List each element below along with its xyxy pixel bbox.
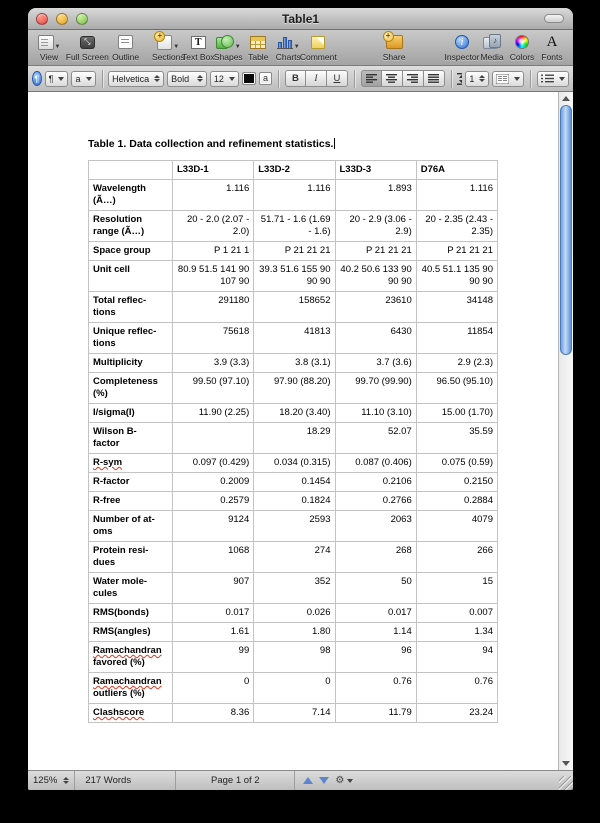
- table-cell[interactable]: 97.90 (88.20): [254, 373, 335, 404]
- table-cell[interactable]: 80.9 51.5 141 90 107 90: [173, 261, 254, 292]
- divider: [102, 70, 103, 88]
- toolbar-item-label: Full Screen: [65, 52, 109, 62]
- document-area: [28, 92, 573, 770]
- table-row: [89, 604, 498, 623]
- view-icon: [38, 35, 54, 50]
- text-cursor: [334, 138, 335, 149]
- table-cell[interactable]: 4079: [416, 511, 497, 542]
- table-cell[interactable]: 0.76: [416, 673, 497, 704]
- table-cell[interactable]: 9124: [173, 511, 254, 542]
- row-label[interactable]: [89, 454, 173, 473]
- row-label-line: tions: [93, 338, 116, 349]
- charts-icon: [277, 35, 293, 49]
- table-cell[interactable]: 8.36: [173, 704, 254, 723]
- table-cell[interactable]: 75618: [173, 323, 254, 354]
- word-count: 217 Words: [85, 775, 132, 786]
- table-cell[interactable]: 0.034 (0.315): [254, 454, 335, 473]
- table-icon: [250, 36, 266, 49]
- row-label[interactable]: [89, 542, 173, 573]
- table-cell[interactable]: 23610: [335, 292, 416, 323]
- table-cell[interactable]: 3.7 (3.6): [335, 354, 416, 373]
- toolbar-item-text-box[interactable]: [183, 32, 213, 62]
- table-row: [89, 261, 498, 292]
- row-label-line: tions: [93, 307, 116, 318]
- row-label[interactable]: [89, 573, 173, 604]
- line-spacing-select[interactable]: [465, 71, 489, 87]
- table-cell[interactable]: 158652: [254, 292, 335, 323]
- columns-dropdown[interactable]: [492, 71, 524, 87]
- row-label-line: Unit cell: [93, 264, 130, 275]
- row-label-line: Wilson B-: [93, 426, 137, 437]
- row-label-line: I/sigma(I): [93, 407, 135, 418]
- table-cell[interactable]: 1.80: [254, 623, 335, 642]
- toolbar-toggle-pill[interactable]: [544, 14, 564, 23]
- table-cell[interactable]: 0.026: [254, 604, 335, 623]
- text-style-buttons: [285, 70, 348, 87]
- align-center-button[interactable]: [382, 70, 403, 87]
- app-window: [28, 8, 573, 790]
- row-label-line: Number of at-: [93, 514, 155, 525]
- line-spacing-value: 1: [469, 73, 475, 84]
- table-cell[interactable]: 0.075 (0.59): [416, 454, 497, 473]
- row-label-line: Ramachandran: [93, 676, 162, 687]
- table-cell[interactable]: 15: [416, 573, 497, 604]
- row-label-line: Space group: [93, 245, 151, 256]
- chevron-down-icon: ▼: [54, 44, 61, 50]
- table-cell[interactable]: 0.097 (0.429): [173, 454, 254, 473]
- toolbar-item-label: Text Box: [181, 52, 215, 62]
- chevron-down-icon: [514, 77, 520, 81]
- table-cell[interactable]: 1.14: [335, 623, 416, 642]
- table-row: [89, 180, 498, 211]
- toolbar-item-label: Table: [248, 52, 269, 62]
- table-row: [89, 511, 498, 542]
- title-bar: [28, 8, 573, 30]
- align-right-icon: [407, 74, 418, 83]
- align-center-icon: [386, 74, 397, 83]
- fullscreen-icon: [80, 36, 95, 49]
- table-row: [89, 211, 498, 242]
- row-label[interactable]: [89, 492, 173, 511]
- table-row: [89, 292, 498, 323]
- table-cell[interactable]: 96: [335, 642, 416, 673]
- fonts-icon: [545, 34, 559, 50]
- row-label[interactable]: [89, 642, 173, 673]
- underline-button[interactable]: U: [327, 70, 348, 87]
- row-label-line: Multiplicity: [93, 357, 143, 368]
- table-cell[interactable]: 0.1824: [254, 492, 335, 511]
- media-icon: [483, 35, 501, 49]
- italic-button[interactable]: I: [306, 70, 327, 87]
- line-spacing-icon: [457, 73, 462, 85]
- stepper-icon: [479, 75, 485, 82]
- row-label[interactable]: [89, 373, 173, 404]
- stepper-icon: [63, 777, 69, 784]
- row-label[interactable]: [89, 323, 173, 354]
- table-cell[interactable]: 52.07: [335, 423, 416, 454]
- stepper-icon: [154, 75, 160, 82]
- row-label-line: RMS(angles): [93, 626, 151, 637]
- table-cell[interactable]: 98: [254, 642, 335, 673]
- align-right-button[interactable]: [403, 70, 424, 87]
- row-label-line: cules: [93, 588, 118, 599]
- table-cell[interactable]: 51.71 - 1.6 (1.69 - 1.6): [254, 211, 335, 242]
- row-label-line: Clashscore: [93, 707, 145, 718]
- table-cell[interactable]: 20 - 2.9 (3.06 - 2.9): [335, 211, 416, 242]
- table-cell[interactable]: 0.017: [173, 604, 254, 623]
- table-cell[interactable]: 0: [173, 673, 254, 704]
- row-label-line: Completeness: [93, 376, 158, 387]
- table-cell[interactable]: 352: [254, 573, 335, 604]
- scroll-down-button[interactable]: [559, 757, 573, 770]
- table-row: [89, 704, 498, 723]
- table-cell[interactable]: 50: [335, 573, 416, 604]
- text-color-well[interactable]: [242, 72, 256, 85]
- table-cell[interactable]: 18.29: [254, 423, 335, 454]
- columns-icon: [496, 74, 509, 84]
- table-cell[interactable]: 15.00 (1.70): [416, 404, 497, 423]
- toolbar-item-label: Fonts: [541, 52, 563, 62]
- table-cell[interactable]: 40.2 50.6 133 90 90 90: [335, 261, 416, 292]
- table-cell[interactable]: 1.116: [254, 180, 335, 211]
- row-label-line: (%): [93, 388, 108, 399]
- paragraph-style-icon[interactable]: ¶: [32, 71, 42, 86]
- table-cell[interactable]: 0.2579: [173, 492, 254, 511]
- table-cell[interactable]: 907: [173, 573, 254, 604]
- row-label[interactable]: [89, 242, 173, 261]
- alignment-buttons: [361, 70, 445, 87]
- row-label[interactable]: [89, 404, 173, 423]
- bold-button[interactable]: B: [285, 70, 306, 87]
- row-label-line: Unique reflec-: [93, 326, 157, 337]
- previous-page-button[interactable]: [303, 777, 313, 784]
- table-cell[interactable]: [173, 423, 254, 454]
- table-cell[interactable]: 11.90 (2.25): [173, 404, 254, 423]
- row-label-line: dues: [93, 557, 116, 568]
- table-row: [89, 354, 498, 373]
- shapes-icon: [216, 35, 234, 50]
- align-justify-button[interactable]: [424, 70, 445, 87]
- toolbar-item-sections[interactable]: [153, 32, 183, 62]
- next-page-button[interactable]: [319, 777, 329, 784]
- table-cell[interactable]: 11.10 (3.10): [335, 404, 416, 423]
- table-cell[interactable]: 291180: [173, 292, 254, 323]
- table-cell[interactable]: 11.79: [335, 704, 416, 723]
- stepper-icon: [197, 75, 203, 82]
- scroll-up-button[interactable]: [559, 92, 573, 105]
- table-cell[interactable]: P 21 21 21: [416, 242, 497, 261]
- column-header[interactable]: D76A: [416, 161, 497, 180]
- align-left-icon: [366, 74, 377, 83]
- table-cell[interactable]: P 21 21 21: [335, 242, 416, 261]
- row-label[interactable]: [89, 423, 173, 454]
- table-cell[interactable]: 0: [254, 673, 335, 704]
- page-indicator: Page 1 of 2: [211, 775, 260, 786]
- table-cell[interactable]: 1.34: [416, 623, 497, 642]
- table-cell[interactable]: 1.116: [173, 180, 254, 211]
- row-label-line: factor: [93, 438, 120, 449]
- row-label-line: outliers (%): [93, 688, 145, 699]
- table-row: [89, 242, 498, 261]
- list-style-dropdown[interactable]: [537, 71, 569, 87]
- column-header[interactable]: L33D-1: [173, 161, 254, 180]
- row-label-line: range (Ã…): [93, 226, 145, 237]
- inspector-icon: [455, 35, 469, 49]
- table-row: [89, 323, 498, 354]
- row-label[interactable]: [89, 511, 173, 542]
- table-cell[interactable]: 268: [335, 542, 416, 573]
- chevron-down-icon: [86, 77, 92, 81]
- row-label[interactable]: [89, 704, 173, 723]
- resize-grip[interactable]: [559, 776, 573, 790]
- vertical-scrollbar[interactable]: [558, 92, 573, 770]
- textbox-icon: [191, 36, 206, 49]
- sections-icon: [157, 35, 172, 50]
- table-row: [89, 673, 498, 704]
- table-row: [89, 404, 498, 423]
- table-cell[interactable]: 20 - 2.35 (2.43 - 2.35): [416, 211, 497, 242]
- row-label[interactable]: [89, 261, 173, 292]
- table-row: [89, 623, 498, 642]
- table-cell[interactable]: 0.007: [416, 604, 497, 623]
- font-family-select[interactable]: [108, 71, 164, 87]
- chevron-down-icon: ▼: [234, 44, 241, 50]
- minimize-button[interactable]: [56, 13, 68, 25]
- table-cell[interactable]: 0.76: [335, 673, 416, 704]
- toolbar-item-charts[interactable]: [273, 32, 303, 62]
- zoom-level: 125%: [33, 775, 58, 786]
- table-cell[interactable]: 20 - 2.0 (2.07 - 2.0): [173, 211, 254, 242]
- font-style-select[interactable]: [167, 71, 207, 87]
- row-label[interactable]: [89, 623, 173, 642]
- table-cell[interactable]: 2063: [335, 511, 416, 542]
- toolbar-item-comment[interactable]: [299, 32, 337, 62]
- table-cell[interactable]: 96.50 (95.10): [416, 373, 497, 404]
- table-header-row: [89, 161, 498, 180]
- page-navigation: [295, 775, 361, 786]
- window-title: Table1: [281, 11, 320, 26]
- chevron-down-icon: [229, 77, 235, 81]
- window-controls: [36, 13, 88, 25]
- toolbar-item-table[interactable]: [243, 32, 273, 62]
- table-row: [89, 542, 498, 573]
- divider: [530, 70, 531, 88]
- row-label-line: Water mole-: [93, 576, 148, 587]
- comment-icon: [311, 36, 325, 49]
- row-label-line: favored (%): [93, 657, 145, 668]
- character-style-dropdown[interactable]: [71, 71, 95, 87]
- row-label-line: Wavelength: [93, 183, 146, 194]
- chevron-down-icon: [347, 779, 353, 783]
- row-label-line: R-free: [93, 495, 121, 506]
- toolbar-item-inspector[interactable]: [444, 32, 480, 62]
- table-cell[interactable]: 3.8 (3.1): [254, 354, 335, 373]
- toolbar-item-media[interactable]: [477, 32, 507, 62]
- table-body: [89, 180, 498, 723]
- toolbar-item-view[interactable]: [34, 32, 64, 62]
- toolbar-item-label: Media: [480, 52, 504, 62]
- font-style-value: Bold: [171, 73, 190, 84]
- toolbar-item-label: Outline: [112, 52, 140, 62]
- divider: [451, 70, 452, 88]
- column-header[interactable]: L33D-3: [335, 161, 416, 180]
- table-cell[interactable]: 1.893: [335, 180, 416, 211]
- table-cell[interactable]: 0.2150: [416, 473, 497, 492]
- page-options-button[interactable]: ⚙: [335, 775, 353, 786]
- table-cell[interactable]: 34148: [416, 292, 497, 323]
- table-cell[interactable]: 0.1454: [254, 473, 335, 492]
- scrollbar-thumb[interactable]: [560, 105, 572, 355]
- table-cell[interactable]: 0.087 (0.406): [335, 454, 416, 473]
- outline-icon: [118, 35, 133, 49]
- table-cell[interactable]: 99.50 (97.10): [173, 373, 254, 404]
- share-icon: [386, 35, 403, 49]
- font-size-select[interactable]: [210, 71, 239, 87]
- statistics-table[interactable]: [88, 160, 498, 723]
- table-cell[interactable]: 274: [254, 542, 335, 573]
- row-label-line: Total reflec-: [93, 295, 147, 306]
- table-cell[interactable]: 94: [416, 642, 497, 673]
- row-label-line: Protein resi-: [93, 545, 149, 556]
- toolbar-item-label: Colors: [509, 52, 535, 62]
- row-label[interactable]: [89, 354, 173, 373]
- font-family-value: Helvetica: [112, 73, 150, 84]
- table-cell[interactable]: 266: [416, 542, 497, 573]
- table-row: [89, 373, 498, 404]
- table-cell[interactable]: 2593: [254, 511, 335, 542]
- row-label[interactable]: [89, 473, 173, 492]
- table-caption[interactable]: [88, 138, 335, 150]
- table-cell[interactable]: 39.3 51.6 155 90 90 90: [254, 261, 335, 292]
- table-cell[interactable]: 0.2009: [173, 473, 254, 492]
- font-size-value: 12: [213, 73, 224, 84]
- row-label[interactable]: [89, 292, 173, 323]
- table-cell[interactable]: 0.2766: [335, 492, 416, 511]
- table-row: [89, 573, 498, 604]
- row-label-line: Ramachandran: [93, 645, 162, 656]
- table-cell[interactable]: 18.20 (3.40): [254, 404, 335, 423]
- table-cell[interactable]: 7.14: [254, 704, 335, 723]
- toolbar-item-share[interactable]: [379, 32, 409, 62]
- table-row: [89, 423, 498, 454]
- toolbar-item-outline[interactable]: [111, 32, 141, 62]
- row-label-line: Resolution: [93, 214, 143, 225]
- toolbar-item-label: Charts: [275, 52, 301, 62]
- toolbar: [28, 30, 573, 66]
- toolbar-item-label: Shapes: [213, 52, 243, 62]
- divider: [354, 70, 355, 88]
- toolbar-item-label: Comment: [299, 52, 337, 62]
- table-cell[interactable]: 3.9 (3.3): [173, 354, 254, 373]
- toolbar-item-full-screen[interactable]: [65, 32, 109, 62]
- row-label-line: R-factor: [93, 476, 130, 487]
- column-header[interactable]: L33D-2: [254, 161, 335, 180]
- table-row: [89, 642, 498, 673]
- table-cell[interactable]: 1.61: [173, 623, 254, 642]
- table-cell[interactable]: P 1 21 1: [173, 242, 254, 261]
- table-cell[interactable]: 23.24: [416, 704, 497, 723]
- chevron-down-icon: [58, 77, 64, 81]
- list-icon: [541, 74, 554, 83]
- align-justify-icon: [428, 74, 439, 83]
- table-cell[interactable]: 40.5 51.1 135 90 90 90: [416, 261, 497, 292]
- chevron-down-icon: [559, 77, 565, 81]
- chevron-down-icon: ▼: [173, 44, 180, 50]
- toolbar-item-label: Share: [382, 52, 406, 62]
- table-cell[interactable]: 41813: [254, 323, 335, 354]
- table-cell[interactable]: 0.017: [335, 604, 416, 623]
- colors-icon: [515, 35, 529, 49]
- close-button[interactable]: [36, 13, 48, 25]
- table-cell[interactable]: 2.9 (2.3): [416, 354, 497, 373]
- paragraph-symbol: ¶: [48, 73, 54, 84]
- table-caption-text: Table 1. Data collection and refinement statistics.: [88, 138, 334, 150]
- row-label[interactable]: [89, 673, 173, 704]
- status-bar: [28, 770, 573, 790]
- format-bar: [28, 66, 573, 92]
- table-cell[interactable]: 99: [173, 642, 254, 673]
- table-cell[interactable]: P 21 21 21: [254, 242, 335, 261]
- toolbar-item-shapes[interactable]: [213, 32, 243, 62]
- toolbar-item-colors[interactable]: [507, 32, 537, 62]
- divider: [278, 70, 279, 88]
- table-row: [89, 454, 498, 473]
- char-style-symbol: a: [75, 73, 81, 84]
- table-cell[interactable]: 0.2106: [335, 473, 416, 492]
- table-cell[interactable]: 99.70 (99.90): [335, 373, 416, 404]
- table-row: [89, 492, 498, 511]
- table-cell[interactable]: 0.2884: [416, 492, 497, 511]
- page[interactable]: [28, 92, 573, 770]
- char-fill-color-well[interactable]: a: [259, 72, 273, 85]
- row-label[interactable]: [89, 180, 173, 211]
- toolbar-item-label: Inspector: [444, 52, 480, 62]
- corner-cell[interactable]: [89, 161, 173, 180]
- row-label-line: (Ã…): [93, 195, 116, 206]
- row-label-line: oms: [93, 526, 113, 537]
- table-row: [89, 473, 498, 492]
- zoom-button[interactable]: [76, 13, 88, 25]
- row-label[interactable]: [89, 211, 173, 242]
- table-cell[interactable]: 1068: [173, 542, 254, 573]
- toolbar-item-label: View: [39, 52, 59, 62]
- chevron-down-icon: ▼: [293, 44, 300, 50]
- row-label[interactable]: [89, 604, 173, 623]
- row-label-line: R-sym: [93, 457, 123, 468]
- table-cell[interactable]: 1.116: [416, 180, 497, 211]
- table-cell[interactable]: 6430: [335, 323, 416, 354]
- paragraph-style-dropdown[interactable]: [45, 71, 69, 87]
- toolbar-item-label: Sections: [151, 52, 185, 62]
- align-left-button[interactable]: [361, 70, 382, 87]
- table-cell[interactable]: 11854: [416, 323, 497, 354]
- table-cell[interactable]: 35.59: [416, 423, 497, 454]
- zoom-control[interactable]: [28, 771, 75, 790]
- toolbar-item-fonts[interactable]: [537, 32, 567, 62]
- row-label-line: RMS(bonds): [93, 607, 149, 618]
